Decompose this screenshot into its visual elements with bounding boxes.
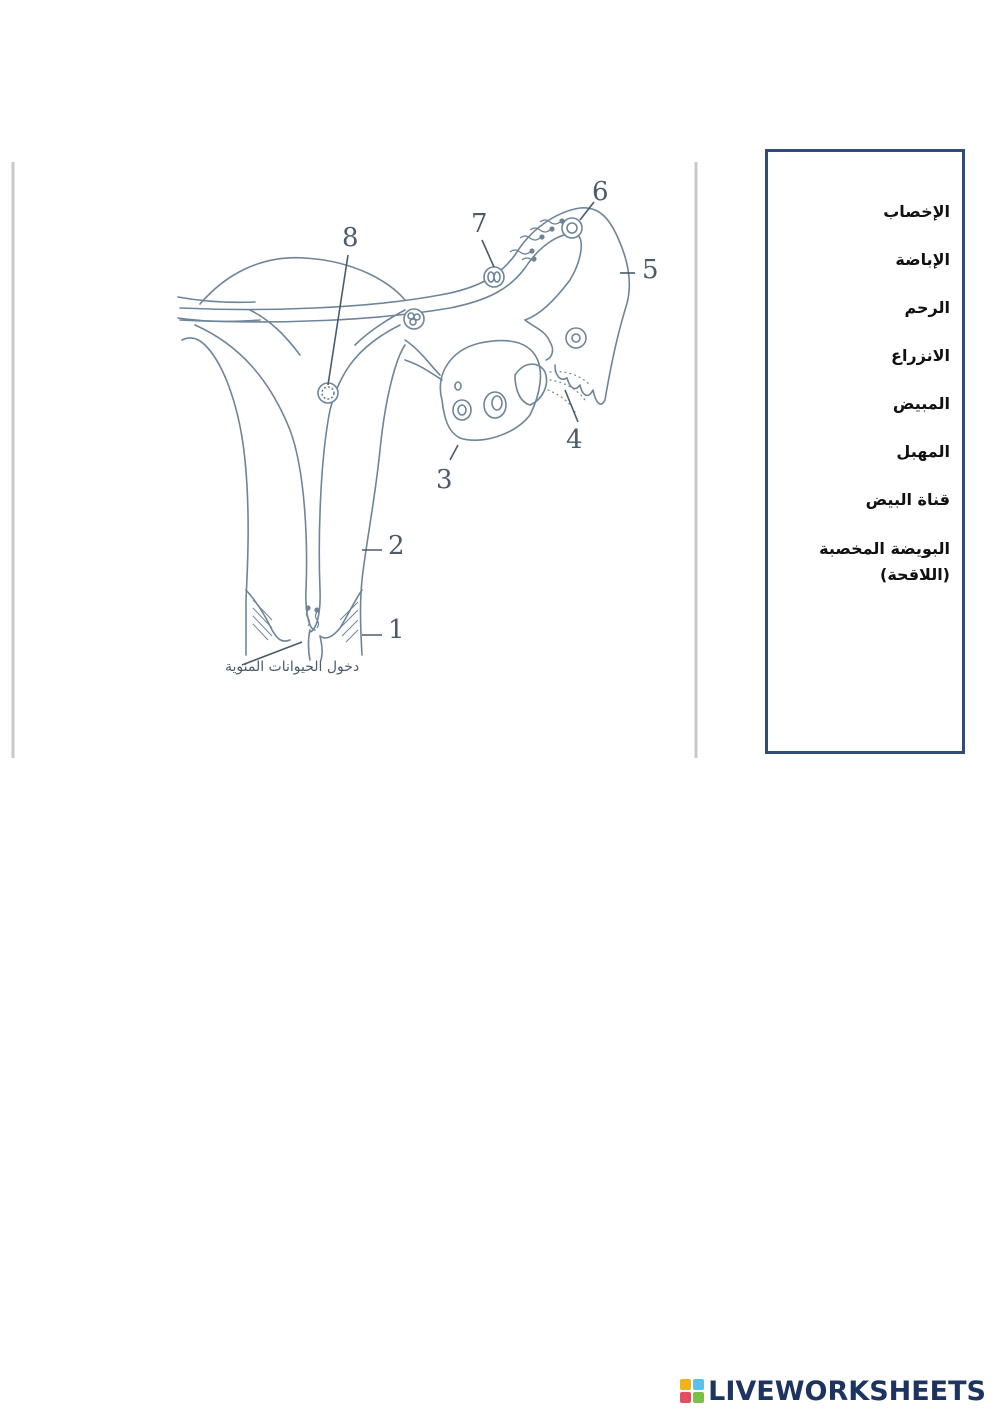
ovulation-spray [548,372,590,412]
callout-number-2: 2 [388,531,405,561]
anatomy-outline [178,208,629,660]
diagram-svg [10,160,700,760]
fimbriae [555,238,629,404]
logo-square-4 [693,1392,704,1403]
logo-square-3 [680,1392,691,1403]
callout-number-6: 6 [592,177,609,207]
liveworksheets-brand [680,1374,986,1408]
word-fertilization[interactable]: الإخصاب [883,202,950,221]
ovary-follicle-1 [453,400,471,420]
callout-numbers [342,177,659,645]
brand-name: LIVEWORKSHEETS [708,1375,986,1407]
callout-number-8: 8 [342,223,359,253]
word-implantation[interactable]: الانزراع [891,346,950,365]
word-ovary[interactable]: المبيض [892,394,950,413]
word-vagina[interactable]: المهبل [896,442,950,461]
word-ovulation[interactable]: الإباضة [895,250,950,269]
liveworksheets-logo-icon [680,1379,704,1403]
word-fallopian-tube[interactable]: قناة البيض [865,490,950,509]
reproductive-system-diagram [10,160,700,760]
callout-number-1: 1 [388,615,405,645]
callout-number-4: 4 [566,425,583,455]
word-uterus[interactable]: الرحم [904,298,950,317]
uterus-fundus [200,258,405,304]
sperm-entry-label: دخول الحيوانات المنوية [225,659,360,675]
uterus-right-wall [361,345,406,655]
ovary [440,341,540,441]
uterine-cavity-left [195,325,315,630]
callout-number-7: 7 [471,209,488,239]
logo-square-1 [680,1379,691,1390]
word-bank-box [765,149,965,754]
callout-number-3: 3 [436,465,453,495]
logo-square-2 [693,1379,704,1390]
callout-number-5: 5 [642,255,659,285]
uterine-cavity-right [310,325,400,632]
word-bank-list [768,152,962,588]
uterus-left-wall [182,338,248,655]
word-zygote[interactable]: البويضة المخصبة (اللاقحة) [819,539,950,584]
